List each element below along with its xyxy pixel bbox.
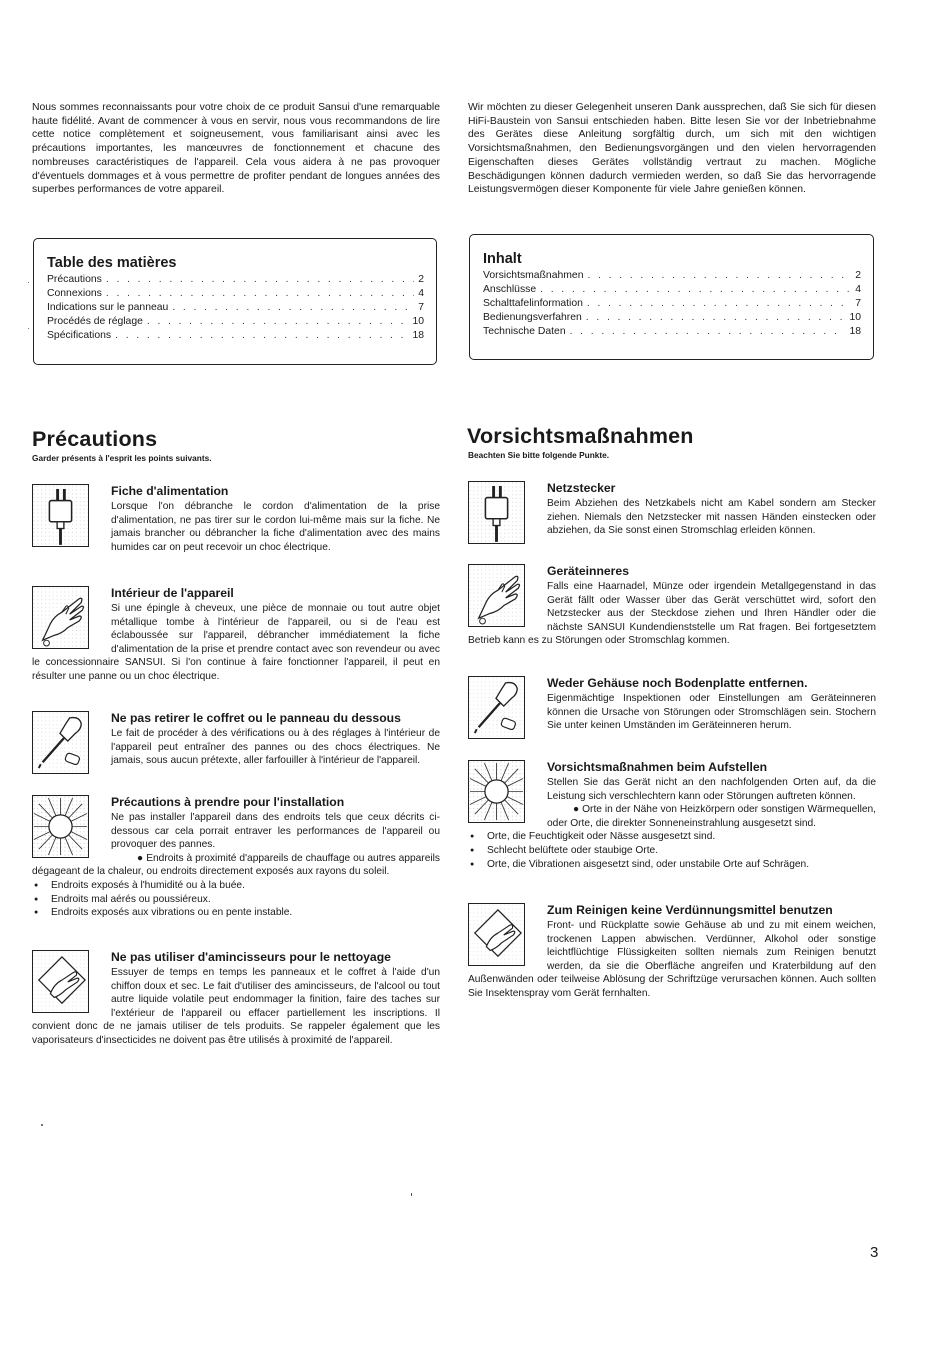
toc-row <box>483 325 861 339</box>
scan-speck <box>41 1124 43 1126</box>
bullet-lead: ● Endroits à proximité d'appareils de chauffage ou autres appareils dégageant de la chaleur, ou endroits directement exposés aux rayons du soleil. <box>32 852 440 878</box>
toc-leader <box>115 329 408 343</box>
precaution-text: Si une épingle à cheveux, une pièce de monnaie ou tout autre objet métallique tombe à l'intérieur de l'appareil, ou si de l'eau est éclaboussée sur l'appareil, débrancher immédiatement la fiche d'alimentation de la prise et prendre contact avec son revendeur ou avec le concessionnaire SANSUI. Si l'on continue à faire fonctionner l'appareil, il peut en résulter une panne ou un choc électrique. <box>32 603 440 682</box>
precaution-item <box>468 481 876 546</box>
toc-leader <box>570 325 846 339</box>
precaution-title: Netzstecker <box>547 481 616 495</box>
toc-row <box>47 315 424 329</box>
toc-page: 2 <box>418 274 424 285</box>
toc-label: Bedienungsverfahren <box>483 312 582 323</box>
toc-leader <box>106 287 414 301</box>
bullet-list <box>468 830 876 871</box>
toc-leader <box>586 311 846 325</box>
precaution-title: Ne pas utiliser d'amincisseurs pour le nettoyage <box>111 950 391 964</box>
precaution-title: Weder Gehäuse noch Bodenplatte entfernen. <box>547 676 808 690</box>
toc-page: 18 <box>849 326 861 337</box>
toc-row <box>47 329 424 343</box>
toc-label: Indications sur le panneau <box>47 302 169 313</box>
toc-leader <box>588 269 852 283</box>
precaution-item <box>32 711 440 776</box>
toc-page: 10 <box>412 316 424 327</box>
precaution-item <box>468 760 876 871</box>
precaution-title: Intérieur de l'appareil <box>111 586 234 600</box>
plug-icon <box>32 484 89 547</box>
toc-row <box>47 273 424 287</box>
toc-page: 2 <box>855 270 861 281</box>
toc-label: Vorsichtsmaßnahmen <box>483 270 584 281</box>
toc-page: 4 <box>418 288 424 299</box>
toc-leader <box>106 273 414 287</box>
precaution-item <box>468 676 876 741</box>
toc-label: Procédés de réglage <box>47 316 143 327</box>
plug-icon <box>468 481 525 544</box>
precaution-item <box>32 950 440 1048</box>
toc-box-fr <box>33 238 437 365</box>
toc-box-de <box>469 234 874 360</box>
toc-leader <box>147 315 409 329</box>
screwdriver-icon <box>468 676 525 739</box>
cleaning-cloth-icon <box>32 950 89 1013</box>
intro-paragraph-fr: Nous sommes reconnaissants pour votre choix de ce produit Sansui d'une remarquable haute fidélité. Avant de commencer à vous en servir, nous vous recommandons de lire cette notice complètement et soigneusement, vous familiarisant ainsi avec les précautions importantes, les manœuvres de fonctionnement et chacune des nombreuses caractéristiques de l'appareil. Cela vous aidera à ne pas provoquer d'éventuels dommages et à vous permettre de profiter pendant de longues années des superbes performances de votre appareil. <box>32 102 440 196</box>
toc-row <box>47 287 424 301</box>
page-number: 3 <box>870 1244 879 1261</box>
precaution-text: Beim Abziehen des Netzkabels nicht am Kabel sondern am Stecker ziehen. Niemals den Netzstecker mit nassen Händen einstecken oder abziehen, da Sie sonst einen Stromschlag erleiden können. <box>547 498 876 537</box>
bullet-item: ● Schlecht belüftete oder staubige Orte. <box>468 844 876 858</box>
bullet-list <box>32 879 440 920</box>
scan-speck <box>411 1193 412 1196</box>
precaution-title: Vorsichtsmaßnahmen beim Aufstellen <box>547 760 768 774</box>
scan-speck <box>28 328 29 329</box>
toc-row <box>47 301 424 315</box>
toc-label: Schalttafelinformation <box>483 298 583 309</box>
toc-label: Anschlüsse <box>483 284 537 295</box>
toc-row <box>483 311 861 325</box>
precaution-text: Falls eine Haarnadel, Münze oder irgendein Metallgegenstand in das Gerät fällt oder Wasser über das Gerät verschüttet wird, sofort den Netzstecker aus der Steckdose ziehen und Ihren Händler oder die nächste SANSUI Kundendienststelle um Rat fragen. Bei fortgesetztem Betrieb kann es zu Störungen oder Stromschlag kommen. <box>468 581 876 647</box>
toc-page: 7 <box>418 302 424 313</box>
screwdriver-icon <box>32 711 89 774</box>
precaution-item <box>32 795 440 920</box>
toc-leader <box>172 301 414 315</box>
toc-label: Technische Daten <box>483 326 566 337</box>
bullet-item: ● Endroits exposés aux vibrations ou en pente instable. <box>32 906 440 920</box>
toc-row <box>483 283 861 297</box>
toc-row <box>483 297 861 311</box>
precaution-title: Précautions à prendre pour l'installation <box>111 795 345 809</box>
bullet-item: ● Orte, die Feuchtigkeit oder Nässe ausgesetzt sind. <box>468 830 876 844</box>
sun-icon <box>468 760 525 823</box>
toc-leader <box>587 297 851 311</box>
toc-page: 7 <box>855 298 861 309</box>
precaution-text: Stellen Sie das Gerät nicht an den nachfolgenden Orten auf, da die Leistung sich verschlechtern kann oder Störungen auftreten können. <box>547 777 876 802</box>
toc-label: Connexions <box>47 288 102 299</box>
section-heading-fr: Précautions <box>32 427 158 451</box>
toc-page: 4 <box>855 284 861 295</box>
precaution-item <box>32 586 440 684</box>
precaution-title: Zum Reinigen keine Verdünnungsmittel benutzen <box>547 903 833 917</box>
precaution-item <box>32 484 440 554</box>
toc-leader <box>540 283 851 297</box>
toc-title: Table des matières <box>47 255 177 271</box>
section-subheading-fr: Garder présents à l'esprit les points suivants. <box>32 453 212 463</box>
toc-title: Inhalt <box>483 251 522 267</box>
precaution-title: Ne pas retirer le coffret ou le panneau du dessous <box>111 711 401 725</box>
precaution-title: Geräteinneres <box>547 564 629 578</box>
precaution-text: Essuyer de temps en temps les panneaux et le coffret à l'aide d'un chiffon doux et sec. Le fait d'utiliser des amincisseurs, de l'alcool ou tout autre liquide volatile peut endommager la finition, faire des taches sur l'extérieur de l'appareil ou effacer partiellement les inscriptions. Il convient donc de ne jamais utiliser de tels produits. Se rappeler également que les vaporisateurs d'insecticides ne doivent pas être utilisés à proximité de l'appareil. <box>32 967 440 1046</box>
toc-row <box>483 269 861 283</box>
section-heading-de: Vorsichtsmaßnahmen <box>467 424 694 448</box>
toc-label: Spécifications <box>47 330 112 341</box>
bullet-item: ● Endroits mal aérés ou poussiéreux. <box>32 893 440 907</box>
toc-label: Précautions <box>47 274 102 285</box>
precaution-item <box>468 903 876 1001</box>
precaution-text: Le fait de procéder à des vérifications ou à des réglages à l'intérieur de l'appareil peut entraîner des pannes ou des chocs électriques. Ne jamais, sous aucun prétexte, aller farfouiller à l'intérieur de l'appareil. <box>111 728 440 767</box>
precaution-text: Lorsque l'on débranche le cordon d'alimentation de la prise d'alimentation, ne pas tirer sur le cordon lui-même mais sur la fiche. Ne jamais brancher ou débrancher la fiche d'alimentation avec des mains humides car on peut recevoir un choc électrique. <box>111 501 440 553</box>
hand-icon <box>32 586 89 649</box>
scan-speck <box>28 282 29 283</box>
bullet-item: ● Orte, die Vibrationen aisgesetzt sind, oder unstabile Orte auf Schrägen. <box>468 858 876 872</box>
toc-page: 18 <box>412 330 424 341</box>
sun-icon <box>32 795 89 858</box>
precaution-title: Fiche d'alimentation <box>111 484 229 498</box>
toc-page: 10 <box>849 312 861 323</box>
bullet-item: ● Endroits exposés à l'humidité ou à la buée. <box>32 879 440 893</box>
precaution-item <box>468 564 876 648</box>
bullet-lead: ● Orte in der Nähe von Heizkörpern oder sonstigen Wärmequellen, oder Orte, die direkter Sonneneinstrahlung ausgesetzt sind. <box>547 804 876 829</box>
intro-paragraph-de: Wir möchten zu dieser Gelegenheit unseren Dank aussprechen, daß Sie sich für diesen HiFi-Baustein von Sansui entschieden haben. Bitte lesen Sie vor der Inbetriebnahme des Gerätes diese Anleitung sorgfältig durch, um sich mit den wichtigen Vorsichtsmaßnahmen, den Bedienungsvorgängen und den vielen hervorragenden Eigenschaften dieses Gerätes vollständig vertraut zu machen. Mögliche Beschädigungen können dadurch vermieden werden, so daß Sie das hervorragende Leistungsvermögen dieser Komponente für viele Jahre genießen können. <box>468 102 876 196</box>
section-subheading-de: Beachten Sie bitte folgende Punkte. <box>468 450 610 460</box>
cleaning-cloth-icon <box>468 903 525 966</box>
precaution-text: Ne pas installer l'appareil dans des endroits tels que ceux décrits ci-dessous car cela porrait entraver les performances de l'appareil ou provoquer des pannes. <box>111 812 440 851</box>
precaution-text: Front- und Rückplatte sowie Gehäuse ab und zu mit einem weichen, trockenen Lappen abwischen. Verdünner, Alkohol oder sonstige leichtflüchtige Flüssigkeiten sollten niemals zum Reinigen benutzt werden, da sie die Oberfläche angreifen und Kraterbildung auf den Außenwänden oder teilweise Ablösung der Schriftzüge verursachen können. Auch sollten Sie Insektenspray vom Gerät fernhalten. <box>468 920 876 999</box>
hand-icon <box>468 564 525 627</box>
precaution-text: Eigenmächtige Inspektionen oder Einstellungen am Geräteinneren können die Ursache von Störungen oder Stromschlägen sein. Stochern Sie unter keinen Umständen im Geräteinneren herum. <box>547 693 876 732</box>
